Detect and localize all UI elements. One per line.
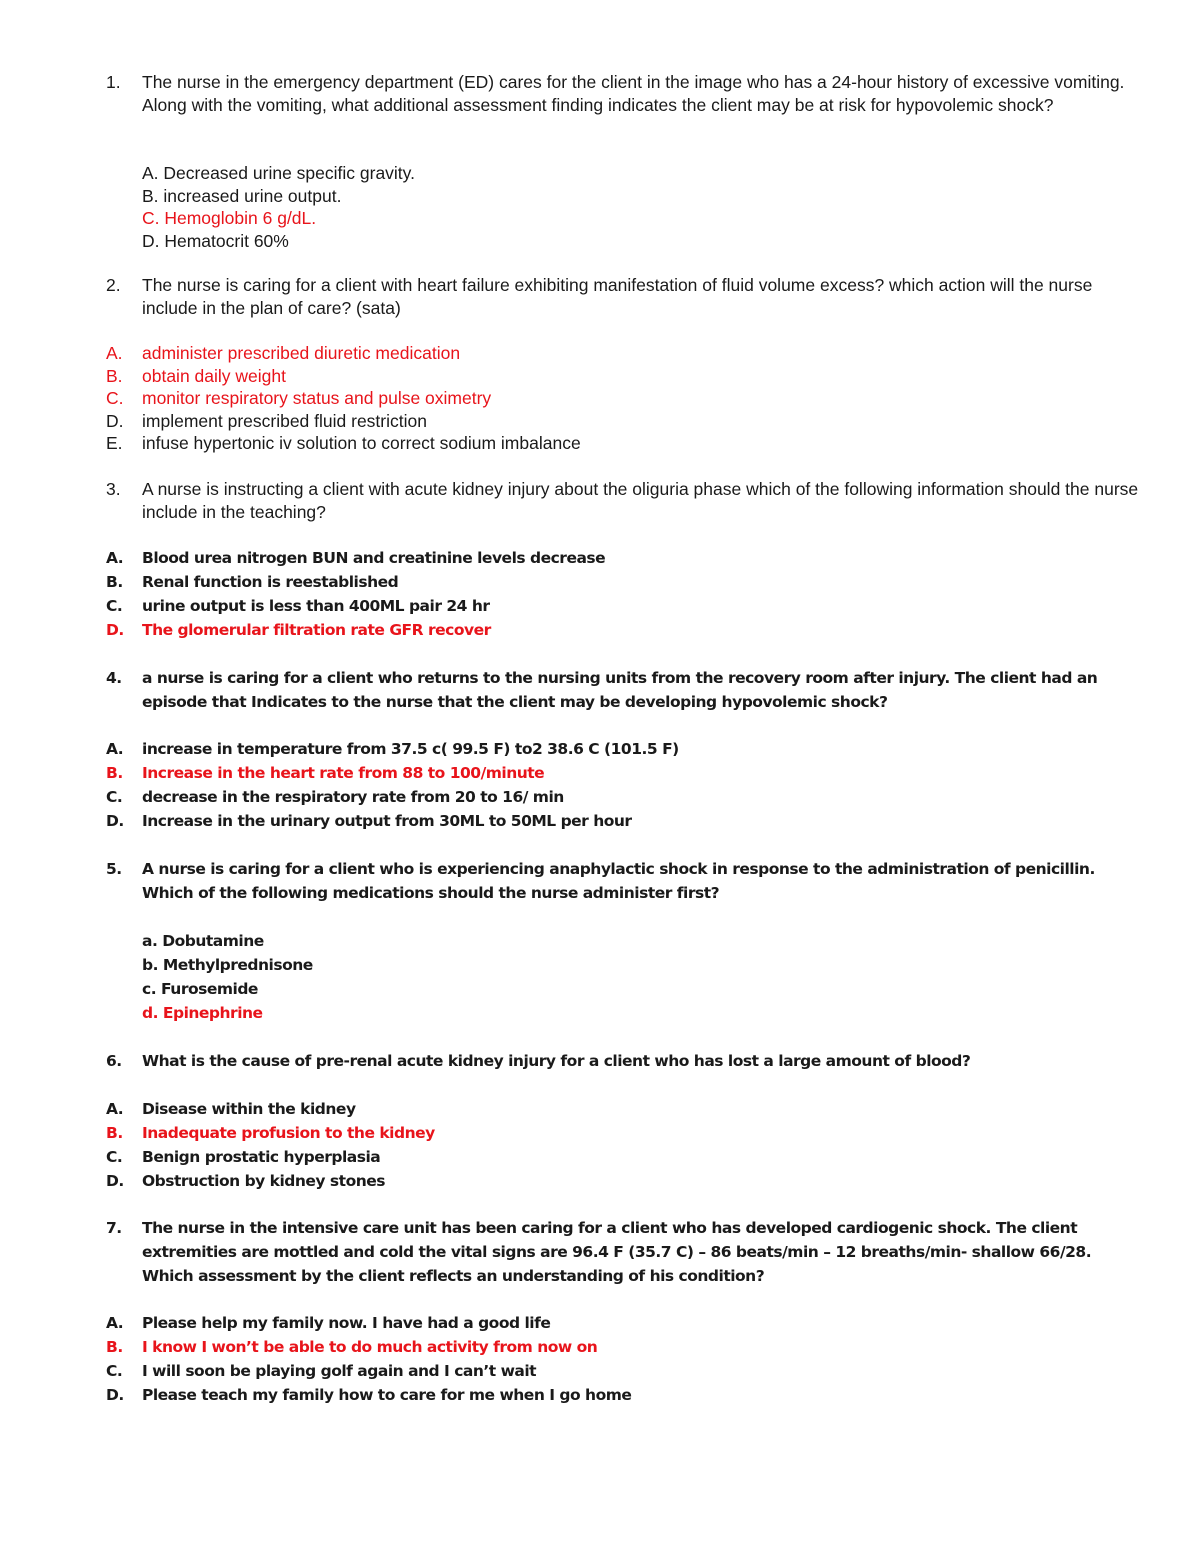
question-text: a nurse is caring for a client who returns to the nursing units from the recovery room after injury. The client had an episode that Indicates to the nurse that the client may be developing hypovolemic shock? [142, 669, 1098, 711]
option-letter: C. [106, 1362, 123, 1380]
question-7 [106, 1216, 1146, 1288]
option-letter: D. [106, 621, 124, 639]
option-text: a. Dobutamine [142, 932, 264, 950]
option-letter: A. [106, 549, 124, 567]
question-5 [106, 857, 1146, 905]
option-b-correct [106, 365, 1146, 388]
option-text: Renal function is reestablished [142, 573, 399, 591]
option-b-correct [106, 1121, 1146, 1145]
option-text: Benign prostatic hyperplasia [142, 1148, 381, 1166]
option-a [106, 1311, 1146, 1335]
option-c [106, 594, 1146, 618]
options-4 [106, 737, 1146, 833]
question-1 [106, 71, 1146, 116]
option-a [106, 1097, 1146, 1121]
option-text: Obstruction by kidney stones [142, 1172, 385, 1190]
option-text: Blood urea nitrogen BUN and creatinine levels decrease [142, 549, 606, 567]
option-text: B. increased urine output. [142, 185, 342, 206]
option-text: monitor respiratory status and pulse oximetry [142, 388, 492, 408]
option-text: Disease within the kidney [142, 1100, 356, 1118]
question-2 [106, 274, 1146, 319]
options-5 [142, 929, 1182, 1025]
option-text: implement prescribed fluid restriction [142, 410, 427, 431]
option-text: urine output is less than 400ML pair 24 hr [142, 597, 490, 615]
option-b [106, 570, 1146, 594]
option-letter: C. [106, 1148, 123, 1166]
option-e [106, 432, 1146, 455]
option-a [142, 929, 1182, 953]
option-b-correct [106, 1335, 1146, 1359]
question-number: 5. [106, 860, 122, 878]
option-letter: D. [106, 1386, 124, 1404]
question-text: A nurse is instructing a client with acute kidney injury about the oliguria phase which of the following information should the nurse include in the teaching? [142, 479, 1139, 522]
option-letter: A. [106, 1100, 124, 1118]
options-6 [106, 1097, 1146, 1193]
option-a [142, 162, 1182, 185]
option-a-correct [106, 342, 1146, 365]
option-d [106, 410, 1146, 433]
question-number: 4. [106, 669, 122, 687]
question-text: The nurse in the emergency department (ED) cares for the client in the image who has a 24-hour history of excessive vomiting. Along with the vomiting, what additional assessment finding indicates the client may be at risk for hypovolemic shock? [142, 72, 1125, 115]
option-d-correct [142, 1001, 1182, 1025]
question-6 [106, 1049, 1146, 1073]
option-text: c. Furosemide [142, 980, 258, 998]
option-letter: E. [106, 433, 123, 453]
option-a [106, 737, 1146, 761]
option-text: Please help my family now. I have had a good life [142, 1314, 551, 1332]
option-letter: B. [106, 1338, 123, 1356]
option-text: obtain daily weight [142, 365, 286, 386]
option-text: administer prescribed diuretic medication [142, 343, 461, 363]
option-letter: C. [106, 597, 123, 615]
option-d [106, 809, 1146, 833]
option-letter: B. [106, 1124, 123, 1142]
option-text: infuse hypertonic iv solution to correct sodium imbalance [142, 433, 581, 453]
question-number: 6. [106, 1052, 122, 1070]
option-text: I know I won’t be able to do much activity from now on [142, 1338, 598, 1356]
question-text: What is the cause of pre-renal acute kidney injury for a client who has lost a large amount of blood? [142, 1052, 971, 1070]
option-letter: D. [106, 812, 124, 830]
question-number: 1. [106, 72, 121, 92]
option-text: Please teach my family how to care for me when I go home [142, 1386, 632, 1404]
options-2 [106, 342, 1146, 455]
options-1 [142, 162, 1182, 252]
option-d-correct [106, 618, 1146, 642]
option-c-correct [142, 207, 1182, 230]
option-letter: C. [106, 388, 124, 408]
option-text: A. Decreased urine specific gravity. [142, 163, 415, 183]
question-4 [106, 666, 1146, 714]
question-number: 3. [106, 479, 121, 499]
option-letter: B. [106, 764, 123, 782]
question-number: 2. [106, 275, 121, 295]
option-c [142, 977, 1182, 1001]
option-d [142, 230, 1182, 253]
option-text: Inadequate profusion to the kidney [142, 1124, 435, 1142]
option-letter: A. [106, 343, 123, 363]
question-text: The nurse in the intensive care unit has been caring for a client who has developed cardiogenic shock. The client extremities are mottled and cold the vital signs are 96.4 F (35.7 C) – 86 beats/min – 12 breaths/min- shallow 66/28. Which assessment by the client reflects an understanding of his condition? [142, 1219, 1092, 1285]
question-number: 7. [106, 1219, 122, 1237]
option-text: Increase in the heart rate from 88 to 100/minute [142, 764, 545, 782]
option-c [106, 1359, 1146, 1383]
option-text: b. Methylprednisone [142, 956, 313, 974]
option-letter: C. [106, 788, 123, 806]
option-letter: A. [106, 740, 124, 758]
option-letter: B. [106, 365, 123, 386]
question-text: A nurse is caring for a client who is experiencing anaphylactic shock in response to the administration of penicillin. Which of the following medications should the nurse administer first? [142, 860, 1095, 902]
option-text: The glomerular filtration rate GFR recover [142, 621, 491, 639]
option-c [106, 785, 1146, 809]
options-3 [106, 546, 1146, 642]
option-text: Increase in the urinary output from 30ML to 50ML per hour [142, 812, 632, 830]
option-letter: B. [106, 573, 123, 591]
option-text: decrease in the respiratory rate from 20 to 16/ min [142, 788, 564, 806]
option-b-correct [106, 761, 1146, 785]
question-text: The nurse is caring for a client with heart failure exhibiting manifestation of fluid volume excess? which action will the nurse include in the plan of care? (sata) [142, 275, 1093, 318]
option-a [106, 546, 1146, 570]
option-text: increase in temperature from 37.5 c( 99.5 F) to2 38.6 C (101.5 F) [142, 740, 679, 758]
option-d [106, 1169, 1146, 1193]
option-letter: D. [106, 410, 124, 431]
option-letter: A. [106, 1314, 124, 1332]
option-text: I will soon be playing golf again and I can’t wait [142, 1362, 537, 1380]
question-3 [106, 478, 1146, 523]
option-c [106, 1145, 1146, 1169]
option-text: D. Hematocrit 60% [142, 230, 289, 251]
options-7 [106, 1311, 1146, 1407]
option-letter: D. [106, 1172, 124, 1190]
option-d [106, 1383, 1146, 1407]
option-b [142, 185, 1182, 208]
option-text: C. Hemoglobin 6 g/dL. [142, 208, 317, 228]
option-b [142, 953, 1182, 977]
option-text: d. Epinephrine [142, 1004, 263, 1022]
option-c-correct [106, 387, 1146, 410]
